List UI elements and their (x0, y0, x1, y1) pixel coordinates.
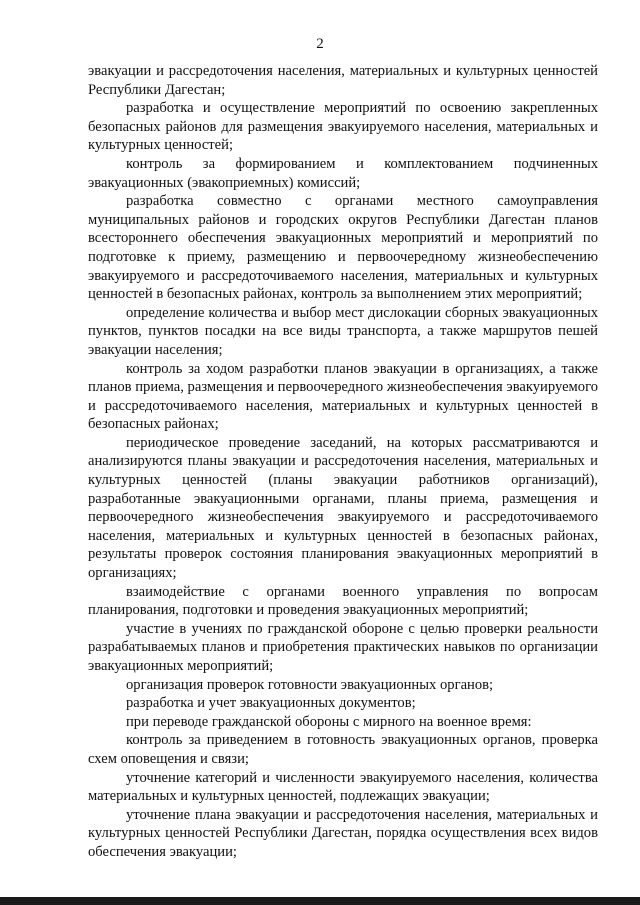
paragraph: взаимодействие с органами военного управления по вопросам планирования, подготовки и проведения эвакуационных мероприятий; (88, 583, 598, 619)
paragraph: периодическое проведение заседаний, на которых рассматриваются и анализируются планы эвакуации и рассредоточения населения, материальных и культурных ценностей (планы эвакуации работников организаций), разработанные эвакуационными органами, планы приема, размещения и первоочередного жизнеобеспечения эвакуируемого и рассредоточиваемого населения, материальных и культурных ценностей в безопасных районах, результаты проверок состояния планирования эвакуационных мероприятий в организациях; (88, 434, 598, 582)
paragraph: уточнение категорий и численности эвакуируемого населения, количества материальных и культурных ценностей, подлежащих эвакуации; (88, 769, 598, 805)
paragraph: контроль за формированием и комплектованием подчиненных эвакуационных (эвакоприемных) комиссий; (88, 155, 598, 191)
paragraph: разработка и осуществление мероприятий по освоению закрепленных безопасных районов для размещения эвакуируемого населения, материальных и культурных ценностей; (88, 100, 598, 154)
paragraph: определение количества и выбор мест дислокации сборных эвакуационных пунктов, пунктов посадки на все виды транспорта, а также маршрутов пешей эвакуации населения; (88, 304, 598, 358)
paragraph: эвакуации и рассредоточения населения, материальных и культурных ценностей Республики Дагестан; (88, 63, 598, 98)
scan-bottom-edge (0, 897, 640, 905)
document-body (88, 62, 598, 862)
paragraph: уточнение плана эвакуации и рассредоточения населения, материальных и культурных ценностей Республики Дагестан, порядка осуществления всех видов обеспечения эвакуации; (88, 806, 598, 860)
paragraph: организация проверок готовности эвакуационных органов; (126, 676, 494, 693)
paragraph: разработка совместно с органами местного самоуправления муниципальных районов и городских округов Республики Дагестан планов всестороннего обеспечения эвакуационных мероприятий и мероприятий по подготовке к приему, размещению и первоочередному жизнеобеспечению эвакуируемого и рассредоточиваемого населения, материальных и культурных ценностей в безопасных районах, контроль за выполнением этих мероприятий; (88, 193, 598, 303)
page-number: 2 (316, 36, 324, 52)
paragraph: разработка и учет эвакуационных документов; (126, 695, 416, 712)
paragraph: участие в учениях по гражданской обороне с целью проверки реальности разрабатываемых планов и приобретения практических навыков по организации эвакуационных мероприятий; (88, 620, 598, 674)
paragraph: контроль за ходом разработки планов эвакуации в организациях, а также планов приема, размещения и первоочередного жизнеобеспечения эвакуируемого и рассредоточиваемого населения, материальных и культурных ценностей в безопасных районах; (88, 360, 598, 433)
paragraph: контроль за приведением в готовность эвакуационных органов, проверка схем оповещения и связи; (88, 732, 598, 767)
paragraph: при переводе гражданской обороны с мирного на военное время: (126, 713, 532, 730)
